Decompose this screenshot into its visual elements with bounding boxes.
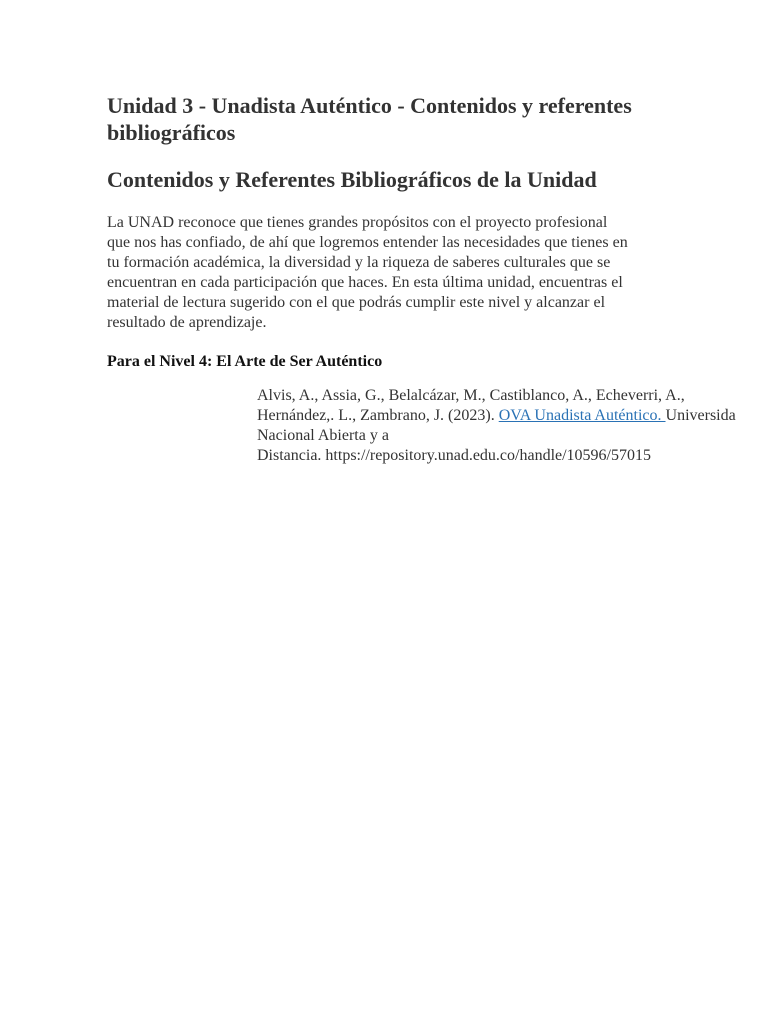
intro-paragraph: La UNAD reconoce que tienes grandes propósitos con el proyecto profesional que nos has confiado, de ahí que logremos entender las necesidades que tienes en tu formación académica, la diversidad y la riqueza de saberes culturales que se encuentran en cada participación que haces. En esta última unidad, encuentras el material de lectura sugerido con el que podrás cumplir este nivel y alcanzar el resultado de aprendizaje. bbox=[107, 214, 628, 331]
reference-authors-year: Hernández,. L., Zambrano, J. (2023). bbox=[257, 407, 499, 424]
level-heading: Para el Nivel 4: El Arte de Ser Auténtico bbox=[107, 353, 383, 370]
ova-unadista-link[interactable]: OVA Unadista Auténtico. bbox=[498, 407, 666, 424]
reference-line-1: Alvis, A., Assia, G., Belalcázar, M., Castiblanco, A., Echeverri, A., bbox=[257, 387, 685, 404]
reference-line-3: Nacional Abierta y a bbox=[257, 427, 389, 444]
page-title: Unidad 3 - Unadista Auténtico - Contenidos y referentes bibliográficos bbox=[107, 93, 632, 145]
reference-publisher-start: Universida bbox=[665, 407, 736, 424]
bibliographic-reference bbox=[257, 386, 768, 466]
reference-line-4: Distancia. https://repository.unad.edu.co/handle/10596/57015 bbox=[257, 447, 651, 464]
reference-line-2 bbox=[257, 406, 768, 426]
document-body bbox=[107, 92, 667, 372]
section-heading: Contenidos y Referentes Bibliográficos de la Unidad bbox=[107, 167, 597, 192]
